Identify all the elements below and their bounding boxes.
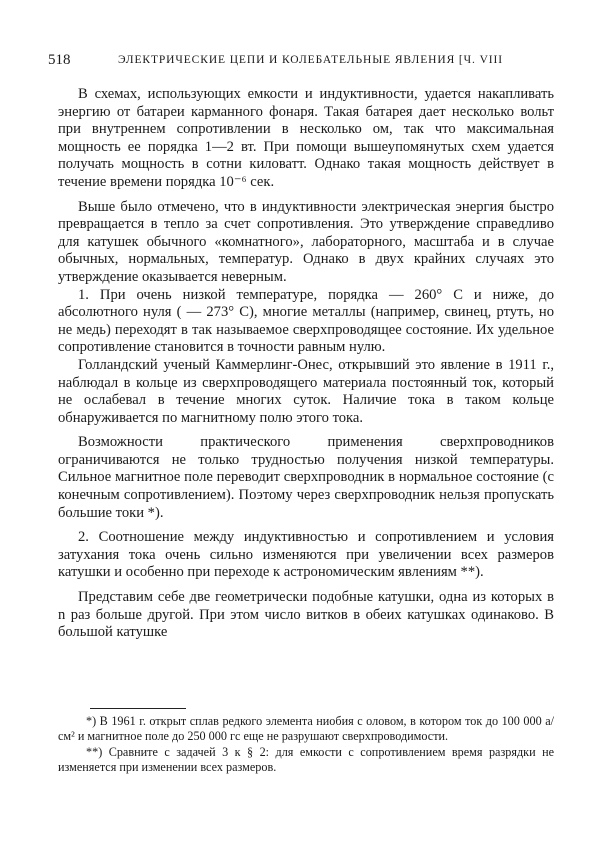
footnote: **) Сравните с задачей 3 к § 2: для емкости с сопротивлением время разрядки не изменяется при изменении всех размеров.	[58, 744, 554, 775]
footnote-divider	[90, 708, 186, 709]
footnotes	[58, 714, 554, 776]
page-header	[48, 52, 568, 72]
paragraph: В схемах, использующих емкости и индуктивности, удается накапливать энергию от батареи карманного фонаря. Такая батарея дает несколько вольт при внутреннем сопротивлении в несколько ом, так что максимальная мощность ее порядка 1—2 вт. При помощи вышеупомянутых схем удается получать мощность в сотни киловатт. Однако такая мощность действует в течение времени порядка 10⁻⁶ сек.	[58, 86, 554, 190]
page-number: 518	[48, 52, 71, 68]
running-title: ЭЛЕКТРИЧЕСКИЕ ЦЕПИ И КОЛЕБАТЕЛЬНЫЕ ЯВЛЕНИЯ [Ч. VIII	[118, 54, 503, 66]
paragraph: Голландский ученый Каммерлинг-Онес, открывший это явление в 1911 г., наблюдал в кольце из сверхпроводящего материала постоянный ток, который не ослабевал в течение многих суток. Наличие тока в таком кольце обнаруживается по магнитному полю этого тока.	[58, 356, 554, 426]
paragraph: Возможности практического применения сверхпроводников ограничиваются не только трудностью получения низкой температуры. Сильное магнитное поле переводит сверхпроводник в нормальное состояние (с конечным сопротивлением). Поэтому через сверхпроводник нельзя пропускать большие токи *).	[58, 434, 554, 521]
body-text	[58, 86, 554, 642]
footnote: *) В 1961 г. открыт сплав редкого элемента ниобия с оловом, в котором ток до 100 000 а/см² и магнитное поле до 250 000 гс еще не разрушают сверхпроводимости.	[58, 714, 554, 744]
paragraph: Представим себе две геометрически подобные катушки, одна из которых в n раз больше другой. При этом число витков в обеих катушках одинаково. В большой катушке	[58, 589, 554, 641]
paragraph: 1. При очень низкой температуре, порядка — 260° С и ниже, до абсолютного нуля ( — 273° С), многие металлы (например, свинец, ртуть, но не медь) переходят в так называемое сверхпроводящее состояние. Их удельное сопротивление становится в точности равным нулю.	[58, 286, 554, 356]
paragraph: Выше было отмечено, что в индуктивности электрическая энергия быстро превращается в тепло за счет сопротивления. Это утверждение справедливо для катушек обычного «комнатного», лабораторного, масштаба и в случае обычных, нормальных, температур. Однако в двух крайних случаях это утверждение оказывается неверным.	[58, 198, 554, 285]
paragraph: 2. Соотношение между индуктивностью и сопротивлением и условия затухания тока очень сильно изменяются при увеличении всех размеров катушки и особенно при переходе к астрономическим явлениям **).	[58, 529, 554, 581]
